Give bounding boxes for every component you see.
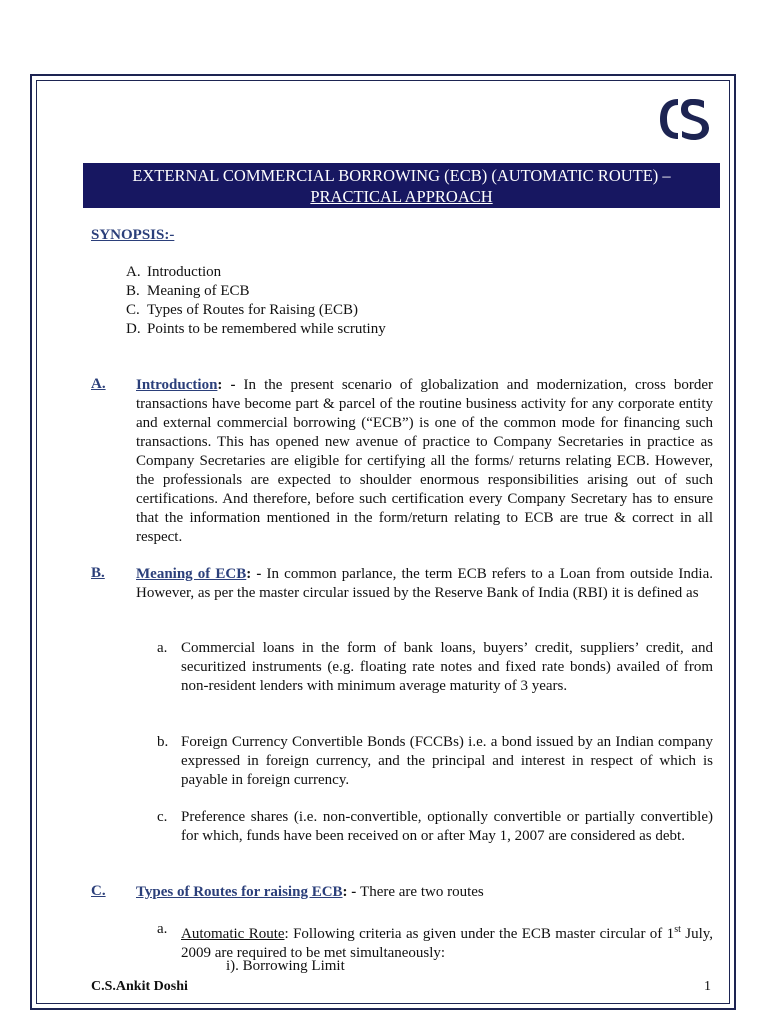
synopsis-list <box>126 263 386 339</box>
page-number: 1 <box>704 979 711 994</box>
list-item: A. Introduction <box>126 264 222 280</box>
cs-logo <box>656 93 712 145</box>
section-b-paragraph: Meaning of ECB: - In common parlance, the term ECB refers to a Loan from outside India. However, as per the master circular issued by the Reserve Bank of India (RBI) it is defined as <box>136 566 713 601</box>
sub-item-text: Commercial loans in the form of bank loans, buyers’ credit, suppliers’ credit, and securitized instruments (e.g. floating rate notes and fixed rate bonds) availed of from non-resident lenders with minimum average maturity of 3 years. <box>181 640 713 694</box>
document-title <box>83 163 720 208</box>
sub-item-letter: c. <box>157 809 168 825</box>
section-a-letter: A. <box>91 376 106 392</box>
footer-author: C.S.Ankit Doshi <box>91 979 188 994</box>
sub-item-text: Preference shares (i.e. non-convertible, optionally convertible or partially convertible) for which, funds have been received on or after May 1, 2007 are considered as debt. <box>181 809 713 844</box>
section-b-letter: B. <box>91 565 105 581</box>
section-c-letter: C. <box>91 883 106 899</box>
list-item: B. Meaning of ECB <box>126 283 250 299</box>
section-a-heading: Introduction <box>136 377 218 393</box>
list-item: D. Points to be remembered while scrutiny <box>126 321 386 337</box>
sub-item-letter: a. <box>157 640 168 656</box>
title-line-1: EXTERNAL COMMERCIAL BORROWING (ECB) (AUTOMATIC ROUTE) – <box>132 166 671 185</box>
title-line-2: PRACTICAL APPROACH <box>310 187 493 206</box>
section-c-heading: Types of Routes for raising ECB <box>136 884 343 900</box>
section-a-paragraph: Introduction: - In the present scenario of globalization and modernization, cross border transactions have become part & parcel of the routine business activity for any corporate entity and external commercial borrowing (“ECB”) is one of the common mode for financing such transactions. This has opened new avenue of practice to Company Secretaries in practice as Company Secretaries are eligible for certifying all the forms/ returns relating ECB. However, the professionals are expected to shoulder enormous responsibilities arising out of such certifications. And therefore, before such certification every Company Secretary has to ensure that the information mentioned in the form/return relating to ECB are true & correct in all respect. <box>136 377 713 545</box>
sub-item-letter: b. <box>157 734 169 750</box>
sub-item-letter: a. <box>157 921 168 937</box>
synopsis-heading: SYNOPSIS:- <box>91 227 175 243</box>
section-c-paragraph: Types of Routes for raising ECB: - There are two routes <box>136 884 484 900</box>
sub-item-text: Foreign Currency Convertible Bonds (FCCBs) i.e. a bond issued by an Indian company expressed in foreign currency, and the principal and interest in respect of which is payable in foreign currency. <box>181 734 713 788</box>
section-b-heading: Meaning of ECB <box>136 566 247 582</box>
roman-item: i). Borrowing Limit <box>226 958 345 974</box>
automatic-route-text: Automatic Route: Following criteria as given under the ECB master circular of 1st July, 2009 are required to be met simultaneously: <box>181 924 714 961</box>
list-item: C. Types of Routes for Raising (ECB) <box>126 302 359 318</box>
